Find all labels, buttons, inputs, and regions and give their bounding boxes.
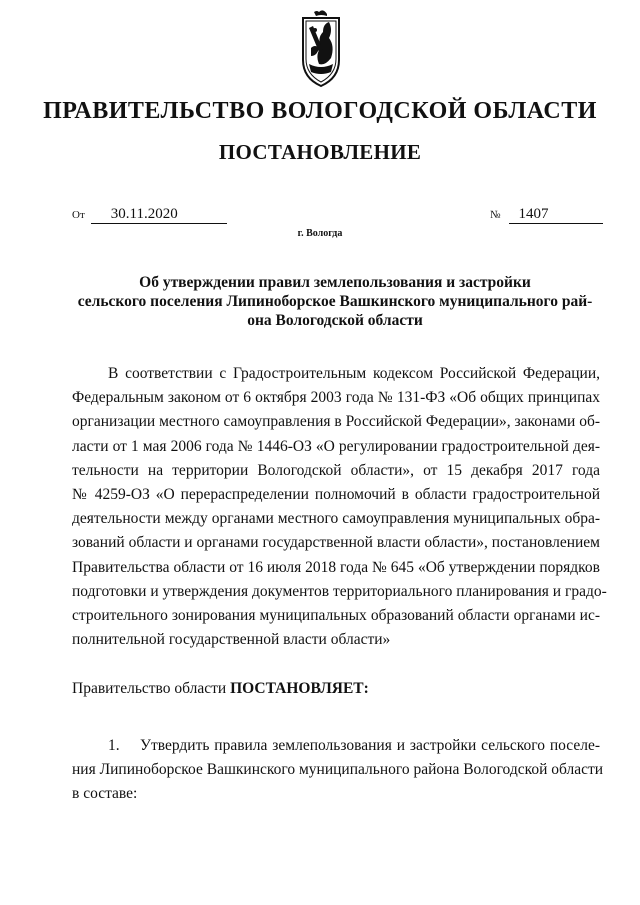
body-line: строительного зонирования муниципальных образований области органами ис- bbox=[72, 607, 600, 625]
document-title bbox=[70, 273, 600, 330]
decree-line bbox=[72, 680, 369, 698]
organization-title: ПРАВИТЕЛЬСТВО ВОЛОГОДСКОЙ ОБЛАСТИ bbox=[43, 98, 597, 124]
date-value: 30.11.2020 bbox=[91, 206, 227, 224]
decree-prefix: Правительство области bbox=[72, 680, 231, 697]
item-line: ния Липиноборское Вашкинского муниципального района Вологодской области bbox=[72, 761, 604, 779]
body-line: Федеральным законом от 6 октября 2003 года № 131-ФЗ «Об общих принципах bbox=[72, 389, 600, 407]
body-line: № 4259-ОЗ «О перераспределении полномочий в области градостроительной bbox=[72, 486, 600, 504]
body-line: деятельности между органами местного самоуправления муниципальных обра- bbox=[72, 510, 600, 528]
title-line: Об утверждении правил землепользования и застройки bbox=[139, 274, 531, 291]
coat-of-arms-icon bbox=[297, 8, 345, 88]
document-type-title: ПОСТАНОВЛЕНИЕ bbox=[218, 140, 422, 164]
body-line: ласти от 1 мая 2006 года № 1446-ОЗ «О регулировании градостроительной дея- bbox=[72, 437, 600, 455]
decree-verb: ПОСТАНОВЛЯЕТ: bbox=[230, 680, 369, 697]
body-line: подготовки и утверждения документов территориального планирования и градо- bbox=[72, 582, 607, 600]
title-line: она Вологодской области bbox=[247, 312, 423, 329]
body-line: тельности на территории Вологодской области», от 15 декабря 2017 года bbox=[72, 461, 600, 479]
number-value: 1407 bbox=[509, 206, 603, 224]
body-line: полнительной государственной власти области» bbox=[72, 631, 391, 649]
list-item bbox=[72, 734, 604, 807]
body-line: Правительства области от 16 июля 2018 года № 645 «Об утверждении порядков bbox=[72, 558, 600, 576]
body-line: зований области и органами государственной власти области», постановлением bbox=[72, 534, 600, 552]
item-number: 1. bbox=[108, 737, 120, 754]
city-label: г. Вологда bbox=[297, 228, 343, 239]
item-line: Утвердить правила землепользования и застройки сельского поселе- bbox=[140, 737, 600, 754]
title-line: сельского поселения Липиноборское Вашкинского муниципального рай- bbox=[77, 293, 593, 310]
number-label: № bbox=[490, 209, 501, 221]
preamble-paragraph bbox=[72, 362, 607, 652]
date-label: От bbox=[72, 209, 85, 221]
date-field bbox=[72, 206, 227, 224]
item-line: в составе: bbox=[72, 785, 138, 803]
number-field bbox=[490, 206, 603, 224]
body-line: В соответствии с Градостроительным кодексом Российской Федерации, bbox=[108, 365, 600, 382]
body-line: организации местного самоуправления в Российской Федерации», законами об- bbox=[72, 413, 600, 431]
